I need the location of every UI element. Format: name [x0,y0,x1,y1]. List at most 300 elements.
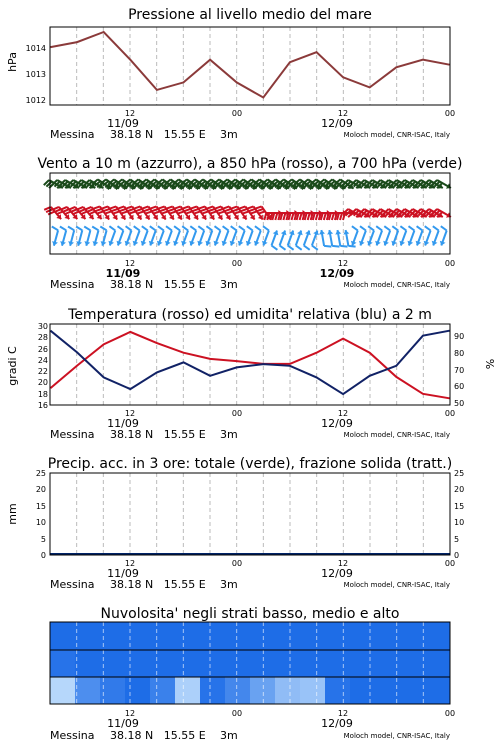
precip-credit: Moloch model, CNR-ISAC, Italy [343,581,450,589]
wind-barb [197,226,204,245]
wind-barb-feather [176,209,183,211]
wind-barb [359,226,366,245]
temperature-ylabel: gradi C [6,346,19,386]
wind-barb-feather [214,206,221,208]
wind-barb-feather [158,206,165,208]
wind-barb-feather [121,211,128,213]
wind-barb-feather [72,212,79,215]
wind-barb-feather [133,206,140,208]
wind-barb-feather [392,226,398,230]
wind-barb [125,226,132,245]
wind-barb [383,226,390,245]
wind-barb [280,231,287,250]
wind-xtick-4: 00 [444,259,456,268]
pressure-ytick-2: 1013 [25,70,46,79]
wind-barb-feather [60,207,67,210]
wind-barb-feather [368,226,374,230]
temperature-credit: Moloch model, CNR-ISAC, Italy [343,431,450,439]
wind-barb-feather [177,211,184,213]
wind-barb [230,226,237,245]
wind-barb-feather [168,209,175,211]
wind-barb-feather [46,209,53,212]
wind-barb-feather [263,226,269,230]
precip-date-1: 11/09 [107,567,139,580]
wind-barb-feather [54,209,61,212]
wind-barb [189,226,196,245]
panel-temperature-humidity [6,307,496,441]
wind-barb-feather [48,212,55,215]
wind-xtick-1: 12 [124,259,136,268]
wind-barb-feather [137,211,144,213]
wind-barb-feather [332,213,334,220]
wind-coords: 38.18 N 15.55 E [110,278,206,291]
wind-barb-feather [200,209,207,211]
pressure-xtick-3: 12 [337,109,349,118]
cloud-cell [275,677,301,704]
humidity-ytick-80: 80 [454,349,465,358]
cloud-cell [150,650,176,677]
temperature-altitude: 3m [220,428,238,441]
wind-barb-feather [324,246,331,247]
wind-barb-feather [300,213,302,220]
cloud-cell [275,650,301,677]
pressure-location: Messina [50,128,95,141]
wind-barb [52,227,58,246]
wind-location: Messina [50,278,95,291]
wind-barb-feather [79,209,86,212]
cloud-coords: 38.18 N 15.55 E [110,729,206,742]
wind-barbs [44,179,451,249]
wind-barb-feather [247,206,254,208]
wind-barb-feather [142,226,148,230]
pressure-xtick-1: 12 [124,109,136,118]
cloud-cell [250,677,276,704]
temperature-xtick-1: 12 [124,409,136,418]
cloud-location: Messina [50,729,95,742]
precip-plot-frame [50,473,450,555]
wind-barb-feather [117,206,124,208]
wind-barb-feather [105,211,112,213]
precip-xtick-2: 00 [231,559,243,568]
wind-barb [351,226,358,245]
temperature-date-1: 11/09 [107,417,139,430]
wind-barb-feather [70,209,77,212]
temperature-ytick-30: 30 [37,322,48,331]
cloud-date-1: 11/09 [107,717,139,730]
wind-barb-feather [296,246,302,250]
wind-barb-feather [400,226,406,230]
temperature-coords: 38.18 N 15.55 E [110,428,206,441]
wind-barb [399,226,406,245]
precip-date-2: 12/09 [321,567,353,580]
wind-barb-feather [97,211,104,213]
wind-barb-feather [169,211,176,213]
wind-barb-feather [433,226,439,230]
pressure-ylabel: hPa [6,52,19,72]
wind-barb-feather [190,206,197,208]
cloud-cell [300,650,326,677]
wind-barb-feather [68,227,74,231]
precip-ytick-15: 15 [35,502,46,511]
wind-barb-feather [340,246,347,247]
precip-ytick-0: 0 [40,551,46,560]
wind-barb-feather [216,209,223,211]
cloud-cell [125,622,151,650]
cloud-cell [175,622,201,650]
wind-barb-feather [159,209,166,211]
wind-barb-feather [376,226,382,230]
precip-ytick-right-25: 25 [454,469,465,478]
wind-barb-feather [239,226,245,230]
wind-barb [408,226,415,245]
wind-barb-feather [192,209,199,211]
temperature-ytick-24: 24 [37,356,48,365]
wind-barb-feather [111,209,118,211]
wind-barb-feather [85,207,92,210]
wind-barb-feather [240,209,247,211]
wind-barb-feather [125,206,132,208]
wind-barb-feather [185,211,192,213]
precip-ylabel: mm [6,503,19,525]
wind-barb-feather [150,226,156,230]
wind-barb-feather [232,209,239,211]
temperature-plot-frame [50,324,450,405]
wind-barb-feather [87,209,94,212]
wind-barb-feather [332,246,339,247]
wind-barb-feather [384,226,390,230]
wind-barb-feather [308,213,310,220]
temperature-xtick-2: 00 [231,409,243,418]
wind-barb-feather [62,209,69,212]
wind-barb [304,231,311,250]
temperature-xtick-4: 00 [444,409,456,418]
cloud-xtick-4: 00 [444,709,456,718]
wind-barb-feather [360,226,366,230]
pressure-credit: Moloch model, CNR-ISAC, Italy [343,131,450,139]
wind-barb [312,231,319,250]
wind-barb-feather [113,211,120,213]
wind-barb-feather [95,209,102,211]
precip-ytick-20: 20 [35,485,46,494]
cloud-cell [175,677,201,704]
wind-barb [391,226,398,245]
cloud-cell [50,677,76,704]
wind-barb [296,231,303,250]
precip-xtick-3: 12 [337,559,349,568]
wind-barb-feather [158,226,164,230]
wind-barb-feather [247,226,253,230]
wind-barb [432,226,439,245]
wind-xtick-2: 00 [231,259,243,268]
wind-barb-feather [126,226,132,230]
wind-barb-feather [174,206,181,208]
temperature-date-2: 12/09 [321,417,353,430]
wind-barb-feather [324,213,326,220]
cloud-cell [425,677,451,704]
wind-barb-feather [101,206,108,208]
pressure-coords: 38.18 N 15.55 E [110,128,206,141]
wind-barb-feather [142,206,149,208]
precip-xtick-4: 00 [444,559,456,568]
precip-altitude: 3m [220,578,238,591]
cloud-title: Nuvolosita' negli strati basso, medio e alto [100,606,400,622]
wind-barb-feather [174,226,180,230]
temperature-location: Messina [50,428,95,441]
wind-barb-feather [256,209,263,211]
wind-barb-feather [103,209,110,211]
wind-barb-feather [118,226,124,230]
wind-barb [133,226,140,245]
cloud-cell [400,650,426,677]
cloud-cell [125,677,151,704]
wind-barb-feather [234,211,241,213]
cloud-cell [150,677,176,704]
cloud-cell [400,677,426,704]
wind-barb-feather [409,226,415,230]
pressure-xtick-4: 00 [444,109,456,118]
wind-barb [173,226,180,245]
panel-pressure [6,7,455,141]
temperature-ytick-22: 22 [37,367,48,376]
wind-barb-feather [215,226,221,230]
wind-barb-feather [280,246,286,250]
pressure-grid [77,27,450,105]
wind-barb [149,226,156,245]
wind-barb-feather [202,211,209,213]
wind-barb-feather [134,226,140,230]
cloud-cell [225,677,251,704]
wind-barb-feather [56,212,63,215]
wind-barb-head [319,230,325,235]
cloud-cell [75,677,101,704]
wind-barb-feather [417,226,423,230]
wind-barb-feather [218,211,225,213]
cloud-cell [425,622,451,650]
wind-barb-feather [223,226,229,230]
cloud-cell [225,650,251,677]
wind-xtick-3: 12 [337,259,349,268]
cloud-xtick-3: 12 [337,709,349,718]
wind-barb [181,226,188,245]
wind-barb [68,227,74,246]
cloud-cell [150,622,176,650]
wind-barb-feather [441,226,447,230]
wind-barb-feather [292,213,294,220]
precip-ytick-right-5: 5 [454,535,460,544]
wind-barb [424,226,431,245]
cloud-cell [200,622,226,650]
cloud-xtick-1: 12 [124,709,136,718]
panel-precipitation [6,456,464,591]
precip-location: Messina [50,578,95,591]
wind-barb-feather [242,211,249,213]
precip-ytick-10: 10 [35,518,46,527]
humidity-ytick-50: 50 [454,399,465,408]
cloud-cell [350,622,376,650]
cloud-cell [75,650,101,677]
humidity-ylabel: % [483,358,496,370]
wind-barb [375,226,382,245]
wind-barb-feather [264,213,266,220]
temperature-xtick-3: 12 [337,409,349,418]
cloud-cell [75,622,101,650]
temperature-ytick-28: 28 [37,333,48,342]
wind-title: Vento a 10 m (azzurro), a 850 hPa (rosso), a 700 hPa (verde) [37,156,463,172]
wind-barb [141,226,148,245]
cloud-cell [125,650,151,677]
wind-barb [246,226,253,245]
wind-barb-feather [153,211,160,213]
wind-barb [84,227,90,246]
wind-barb-feather [52,227,58,231]
wind-barb-feather [206,226,212,230]
wind-barb-feather [255,226,261,230]
wind-barb-feather [208,209,215,211]
wind-barb [165,226,172,245]
wind-barb-feather [182,206,189,208]
wind-barb [92,227,98,246]
wind-barb-feather [150,206,157,208]
wind-barb-feather [69,207,76,210]
cloud-cell [300,622,326,650]
wind-barb-feather [77,207,84,210]
wind-barb [367,226,374,245]
wind-barb-feather [425,226,431,230]
wind-barb-feather [226,211,233,213]
wind-barb-feather [272,246,278,250]
wind-barb [416,226,423,245]
wind-barb-feather [198,226,204,230]
pressure-date-1: 11/09 [107,117,139,130]
wind-barb-feather [64,212,71,215]
wind-barb-feather [316,213,318,220]
cloud-cell [325,677,351,704]
cloud-cells [50,622,451,704]
cloud-xtick-2: 00 [231,709,243,718]
wind-barb-feather [145,211,152,213]
temperature-ytick-18: 18 [37,390,48,399]
wind-altitude: 3m [220,278,238,291]
wind-barb-feather [109,226,115,230]
pressure-ytick-3: 1014 [25,44,46,53]
wind-barb-feather [255,206,262,208]
wind-barb-feather [184,209,191,211]
wind-barb [238,226,245,245]
wind-barb-feather [84,227,90,231]
wind-barb-feather [231,226,237,230]
wind-barb-feather [93,206,100,208]
wind-barb [288,231,295,250]
humidity-ytick-90: 90 [454,332,465,341]
cloud-date-2: 12/09 [321,717,353,730]
wind-barb-feather [52,207,59,210]
wind-barb-feather [143,209,150,211]
wind-barb [205,226,212,245]
wind-barb-feather [258,211,265,213]
wind-barb [254,226,261,245]
cloud-cell [300,677,326,704]
precip-ytick-25: 25 [35,469,46,478]
pressure-title: Pressione al livello medio del mare [128,7,372,23]
cloud-cell [200,650,226,677]
cloud-cell [350,650,376,677]
cloud-cell [350,677,376,704]
wind-barb-feather [224,209,231,211]
cloud-cell [200,677,226,704]
wind-date-1: 11/09 [105,267,141,280]
wind-barb-feather [250,211,257,213]
wind-barb [214,226,221,245]
precip-ytick-5: 5 [40,535,46,544]
wind-barb-feather [288,246,294,250]
wind-barb-feather [352,226,358,230]
wind-barb-feather [190,226,196,230]
wind-barb [60,227,66,246]
wind-barb-feather [127,209,134,211]
wind-barb-feather [60,227,66,231]
wind-barb-feather [194,211,201,213]
precip-title: Precip. acc. in 3 ore: totale (verde), frazione solida (tratt.) [47,456,453,472]
wind-barb-feather [348,246,355,247]
temperature-ytick-16: 16 [37,401,48,410]
cloud-cell [400,622,426,650]
wind-barb-feather [210,211,217,213]
wind-barb-feather [304,246,310,250]
wind-barb-feather [109,206,116,208]
wind-barb-feather [80,212,87,215]
wind-barb-feather [166,206,173,208]
wind-barb-feather [275,213,277,220]
wind-barb-feather [239,206,246,208]
cloud-cell [50,622,76,650]
cloud-cell [225,622,251,650]
pressure-series-line [51,32,450,98]
wind-barb-feather [161,211,168,213]
wind-barb [222,226,229,245]
precip-ytick-right-10: 10 [454,518,465,527]
wind-barb-feather [166,226,172,230]
cloud-cell [50,650,76,677]
cloud-altitude: 3m [220,729,238,742]
panel-cloud-cover [50,606,455,742]
precip-ytick-right-0: 0 [454,551,460,560]
wind-barb [157,226,164,245]
wind-barb-feather [283,213,285,220]
wind-barb [440,226,447,245]
wind-barb-feather [206,206,213,208]
cloud-cell [325,622,351,650]
humidity-ytick-60: 60 [454,382,465,391]
cloud-cell [250,650,276,677]
cloud-credit: Moloch model, CNR-ISAC, Italy [343,732,450,740]
temperature-ytick-26: 26 [37,345,48,354]
panel-wind [37,156,462,291]
wind-barb-feather [198,206,205,208]
wind-barb-feather [222,206,229,208]
wind-barb-feather [248,209,255,211]
wind-barb [108,226,115,245]
wind-barb [117,226,124,245]
cloud-cell [275,622,301,650]
temperature-title: Temperatura (rosso) ed umidita' relativa (blu) a 2 m [68,307,432,323]
humidity-ytick-70: 70 [454,366,465,375]
wind-barb-feather [119,209,126,211]
precip-ytick-right-15: 15 [454,502,465,511]
pressure-ytick-1: 1012 [25,96,46,105]
cloud-cell [425,650,451,677]
pressure-xtick-2: 00 [231,109,243,118]
temperature-ytick-20: 20 [37,378,48,387]
